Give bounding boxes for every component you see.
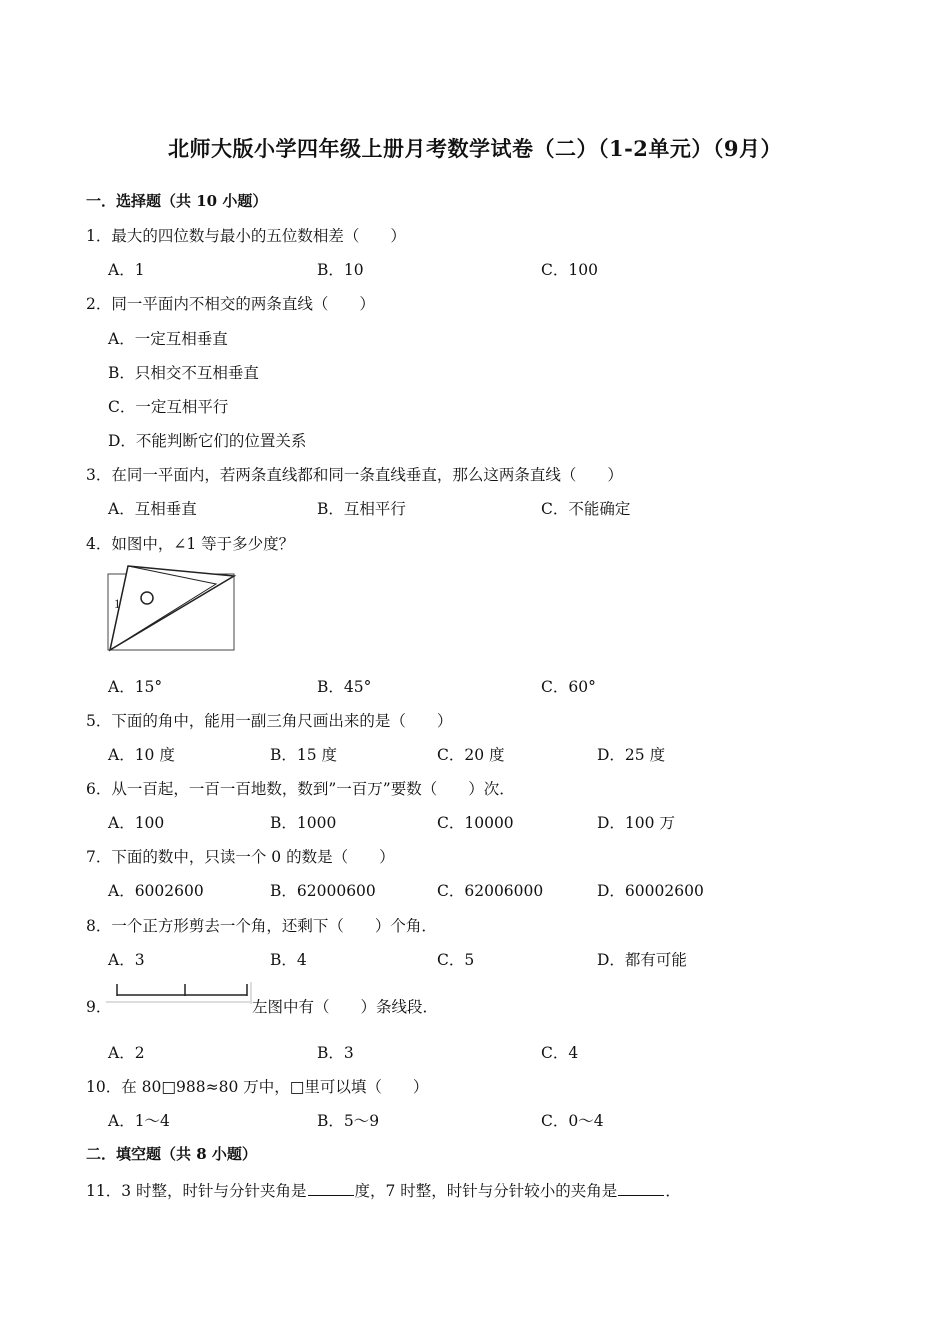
q9-option-a: A．2 — [108, 1044, 145, 1062]
q7-option-c: C．62006000 — [437, 882, 544, 900]
q8-option-d: D．都有可能 — [597, 951, 687, 969]
question-9: 左图中有（ ）条线段． — [252, 998, 439, 1016]
q3-option-a: A．互相垂直 — [108, 500, 197, 518]
q10-option-a: A．1～4 — [108, 1112, 170, 1130]
q1-option-c: C．100 — [541, 261, 598, 279]
q8-option-b: B．4 — [270, 951, 307, 969]
question-2: 2．同一平面内不相交的两条直线（ ） — [86, 295, 375, 313]
question-9-number: 9． — [86, 998, 112, 1016]
q6-option-d: D．100 万 — [597, 814, 675, 832]
q4-option-c: C．60° — [541, 678, 596, 696]
q5-option-d: D．25 度 — [597, 746, 666, 764]
page-title: 北师大版小学四年级上册月考数学试卷（二）（1-2单元）（9月） — [167, 136, 783, 161]
q5-option-a: A．10 度 — [108, 746, 175, 764]
q2-option-c: C．一定互相平行 — [108, 398, 229, 416]
question-6: 6．从一百起，一百一百地数，数到”一百万”要数（ ）次． — [86, 780, 515, 798]
question-3: 3．在同一平面内，若两条直线都和同一条直线垂直，那么这两条直线（ ） — [86, 466, 623, 484]
q11-part-2: 度，7 时整，时针与分针较小的夹角是 — [354, 1182, 618, 1200]
q2-option-b: B．只相交不互相垂直 — [108, 364, 259, 382]
q1-option-a: A．1 — [108, 261, 145, 279]
q11-part-1: 11．3 时整，时针与分针夹角是 — [86, 1182, 307, 1200]
section-heading-choice: 一．选择题（共 10 小题） — [86, 192, 268, 210]
q3-option-c: C．不能确定 — [541, 500, 631, 518]
section-heading-fill: 二．填空题（共 8 小题） — [86, 1145, 257, 1163]
angle-1-label: 1 — [114, 596, 121, 611]
line-segments-figure — [104, 980, 252, 1006]
question-8: 8．一个正方形剪去一个角，还剩下（ ）个角． — [86, 917, 437, 935]
answer-blank[interactable] — [618, 1194, 664, 1196]
q7-option-d: D．60002600 — [597, 882, 704, 900]
question-10: 10．在 80□988≈80 万中，□里可以填（ ） — [86, 1078, 429, 1096]
q7-option-b: B．62000600 — [270, 882, 376, 900]
q1-option-b: B．10 — [317, 261, 364, 279]
question-11 — [86, 1179, 681, 1201]
q9-option-b: B．3 — [317, 1044, 354, 1062]
q9-option-c: C．4 — [541, 1044, 579, 1062]
q6-option-b: B．1000 — [270, 814, 337, 832]
q2-option-a: A．一定互相垂直 — [108, 330, 228, 348]
q11-part-3: ． — [665, 1182, 681, 1200]
question-5: 5．下面的角中，能用一副三角尺画出来的是（ ） — [86, 712, 453, 730]
q6-option-a: A．100 — [108, 814, 165, 832]
triangle-rulers-figure — [106, 562, 238, 654]
question-1: 1．最大的四位数与最小的五位数相差（ ） — [86, 227, 406, 245]
q4-option-b: B．45° — [317, 678, 372, 696]
q2-option-d: D．不能判断它们的位置关系 — [108, 432, 307, 450]
question-7: 7．下面的数中，只读一个 0 的数是（ ） — [86, 848, 395, 866]
q3-option-b: B．互相平行 — [317, 500, 406, 518]
q7-option-a: A．6002600 — [108, 882, 204, 900]
answer-blank[interactable] — [308, 1194, 354, 1196]
q10-option-b: B．5～9 — [317, 1112, 380, 1130]
question-4: 4．如图中，∠1 等于多少度？ — [86, 535, 295, 553]
q5-option-c: C．20 度 — [437, 746, 505, 764]
q6-option-c: C．10000 — [437, 814, 514, 832]
q4-option-a: A．15° — [108, 678, 163, 696]
q5-option-b: B．15 度 — [270, 746, 338, 764]
q10-option-c: C．0～4 — [541, 1112, 604, 1130]
q8-option-a: A．3 — [108, 951, 145, 969]
q8-option-c: C．5 — [437, 951, 475, 969]
